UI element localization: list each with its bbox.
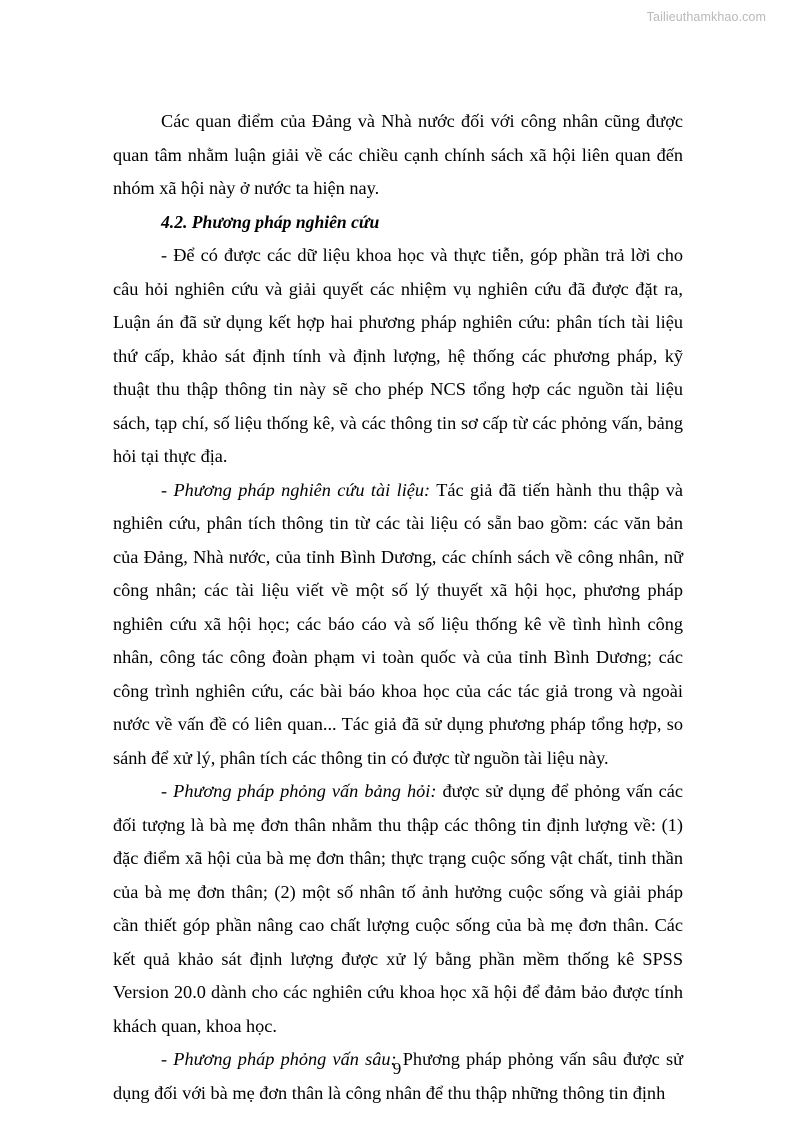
method-text-document: Tác giả đã tiến hành thu thập và nghiên cứu, phân tích thông tin từ các tài liệu có sẵn bao gồm: các văn bản của Đảng, Nhà nước, của tỉnh Bình Dương, các chính sách về công nhân, nữ công nhân; các tài liệu viết về một số lý thuyết xã hội học, phương pháp nghiên cứu xã hội học; các báo cáo và số liệu thống kê về tình hình công nhân, công tác công đoàn phạm vi toàn quốc và của tỉnh Bình Dương; các công trình nghiên cứu, các bài báo khoa học của các tác giả trong và ngoài nước về vấn đề có liên quan... Tác giả đã sử dụng phương pháp tổng hợp, so sánh để xử lý, phân tích các thông tin có được từ nguồn tài liệu này. (113, 479, 683, 768)
paragraph-questionnaire-method (113, 775, 683, 1043)
section-heading-4-2: 4.2. Phương pháp nghiên cứu (161, 211, 380, 232)
paragraph-methods-overview: - Để có được các dữ liệu khoa học và thực tiễn, góp phần trả lời cho câu hỏi nghiên cứu và giải quyết các nhiệm vụ nghiên cứu đã được đặt ra, Luận án đã sử dụng kết hợp hai phương pháp nghiên cứu: phân tích tài liệu thứ cấp, khảo sát định tính và định lượng, hệ thống các phương pháp, kỹ thuật thu thập thông tin này sẽ cho phép NCS tổng hợp các nguồn tài liệu sách, tạp chí, số liệu thống kê, và các thông tin sơ cấp từ các phỏng vấn, bảng hỏi tại thực địa. (113, 245, 683, 466)
document-body (113, 105, 683, 1110)
method-label-indepth: - Phương pháp phỏng vấn sâu: (161, 1049, 397, 1069)
method-label-questionnaire: - Phương pháp phỏng vấn bảng hỏi: (161, 781, 437, 801)
watermark-text: Tailieuthamkhao.com (646, 10, 766, 24)
method-text-questionnaire: được sử dụng để phỏng vấn các đối tượng là bà mẹ đơn thân nhằm thu thập các thông tin định lượng về: (1) đặc điểm xã hội của bà mẹ đơn thân; thực trạng cuộc sống vật chất, tinh thần của bà mẹ đơn thân; (2) một số nhân tố ảnh hưởng cuộc sống và giải pháp cần thiết góp phần nâng cao chất lượng cuộc sống của bà mẹ đơn thân. Các kết quả khảo sát định lượng được xử lý bằng phần mềm thống kê SPSS Version 20.0 dành cho các nghiên cứu khoa học xã hội để đảm bảo được tính khách quan, khoa học. (113, 781, 683, 1036)
paragraph-intro: Các quan điểm của Đảng và Nhà nước đối với công nhân cũng được quan tâm nhằm luận giải về các chiều cạnh chính sách xã hội liên quan đến nhóm xã hội này ở nước ta hiện nay. (113, 111, 683, 198)
method-label-document: - Phương pháp nghiên cứu tài liệu: (161, 479, 431, 500)
paragraph-document-method (113, 474, 683, 776)
method-text-indepth: Phương pháp phỏng vấn sâu được sử dụng đối với bà mẹ đơn thân là công nhân để thu thập những thông tin định (113, 1049, 683, 1103)
page-number: 9 (392, 1059, 402, 1078)
